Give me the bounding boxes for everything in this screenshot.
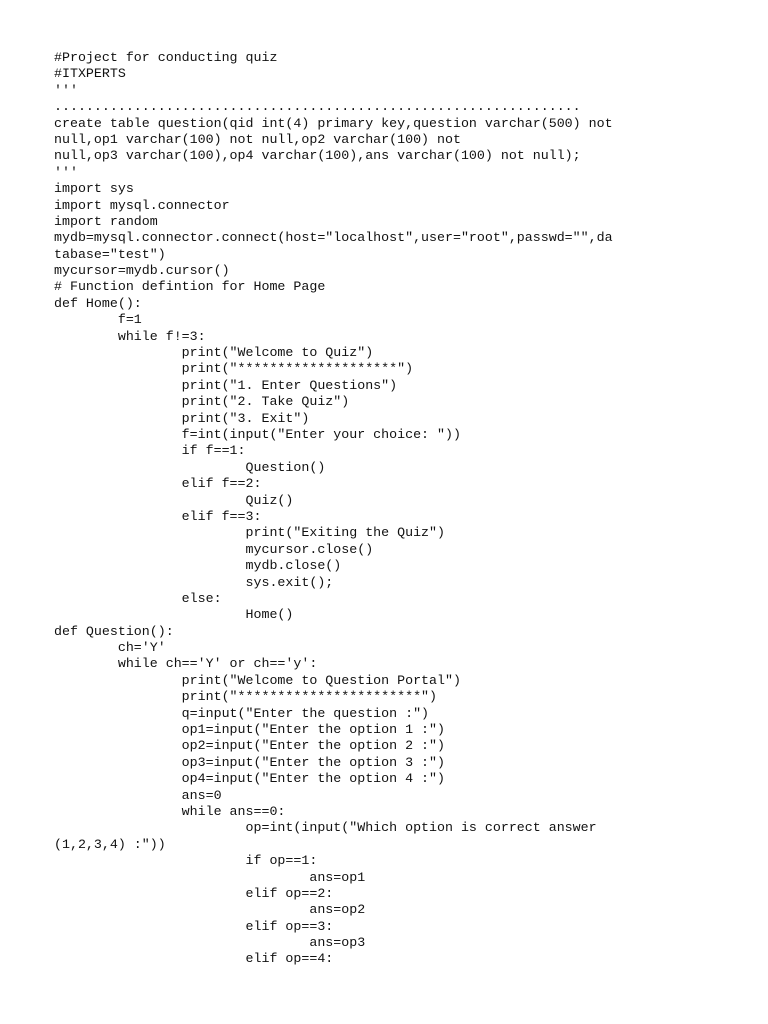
- code-line: Home(): [54, 607, 294, 623]
- code-line: while ans==0:: [54, 803, 286, 819]
- code-line: q=input("Enter the question :"): [54, 705, 430, 721]
- code-line: def Home():: [54, 295, 142, 311]
- code-line: #Project for conducting quiz: [54, 50, 278, 65]
- code-line: elif f==2:: [54, 476, 262, 492]
- code-line: elif op==2:: [54, 885, 334, 901]
- code-line: Question(): [54, 459, 326, 475]
- code-line: def Question():: [54, 623, 174, 639]
- code-line: print("3. Exit"): [54, 410, 310, 426]
- code-line: op=int(input("Which option is correct answer: [54, 820, 597, 836]
- code-line: import sys: [54, 181, 134, 197]
- code-line: print("Welcome to Question Portal"): [54, 672, 461, 688]
- code-line: mycursor.close(): [54, 541, 374, 557]
- code-line: print("Exiting the Quiz"): [54, 525, 445, 541]
- code-line: tabase="test"): [54, 246, 166, 262]
- code-line: Quiz(): [54, 492, 294, 508]
- code-line: mydb.close(): [54, 558, 342, 574]
- code-line: #ITXPERTS: [54, 66, 126, 82]
- code-line: ''': [54, 164, 78, 180]
- code-line: else:: [54, 590, 222, 606]
- code-line: op4=input("Enter the option 4 :"): [54, 771, 445, 787]
- code-line: ch='Y': [54, 640, 166, 656]
- code-line: null,op1 varchar(100) not null,op2 varchar(100) not: [54, 131, 461, 147]
- code-line: print("***********************"): [54, 689, 438, 705]
- code-line: elif f==3:: [54, 508, 262, 524]
- code-line: op3=input("Enter the option 3 :"): [54, 754, 445, 770]
- code-line: while ch=='Y' or ch=='y':: [54, 656, 318, 672]
- code-line: ''': [54, 82, 78, 98]
- code-line: ..................................................................: [54, 99, 581, 115]
- code-line: import mysql.connector: [54, 197, 230, 213]
- code-line: print("2. Take Quiz"): [54, 394, 350, 410]
- code-line: ans=op2: [54, 902, 366, 918]
- code-line: if op==1:: [54, 853, 318, 869]
- code-line: sys.exit();: [54, 574, 334, 590]
- code-line: # Function defintion for Home Page: [54, 279, 326, 295]
- code-line: print("********************"): [54, 361, 414, 377]
- code-line: ans=0: [54, 787, 222, 803]
- code-line: op2=input("Enter the option 2 :"): [54, 738, 445, 754]
- code-line: f=1: [54, 312, 142, 328]
- code-line: while f!=3:: [54, 328, 206, 344]
- code-line: mydb=mysql.connector.connect(host="localhost",user="root",passwd="",da: [54, 230, 613, 246]
- code-line: ans=op1: [54, 869, 366, 885]
- code-line: import random: [54, 213, 158, 229]
- code-line: elif op==4:: [54, 951, 334, 967]
- code-line: mycursor=mydb.cursor(): [54, 263, 230, 279]
- code-line: elif op==3:: [54, 918, 334, 934]
- code-line: null,op3 varchar(100),op4 varchar(100),ans varchar(100) not null);: [54, 148, 581, 164]
- code-line: (1,2,3,4) :")): [54, 836, 166, 852]
- code-line: print("1. Enter Questions"): [54, 377, 398, 393]
- code-line: op1=input("Enter the option 1 :"): [54, 722, 445, 738]
- code-line: create table question(qid int(4) primary key,question varchar(500) not: [54, 115, 613, 131]
- code-line: f=int(input("Enter your choice: ")): [54, 426, 461, 442]
- code-line: print("Welcome to Quiz"): [54, 345, 374, 361]
- code-line: if f==1:: [54, 443, 246, 459]
- code-listing: [54, 50, 754, 968]
- code-line: ans=op3: [54, 935, 366, 951]
